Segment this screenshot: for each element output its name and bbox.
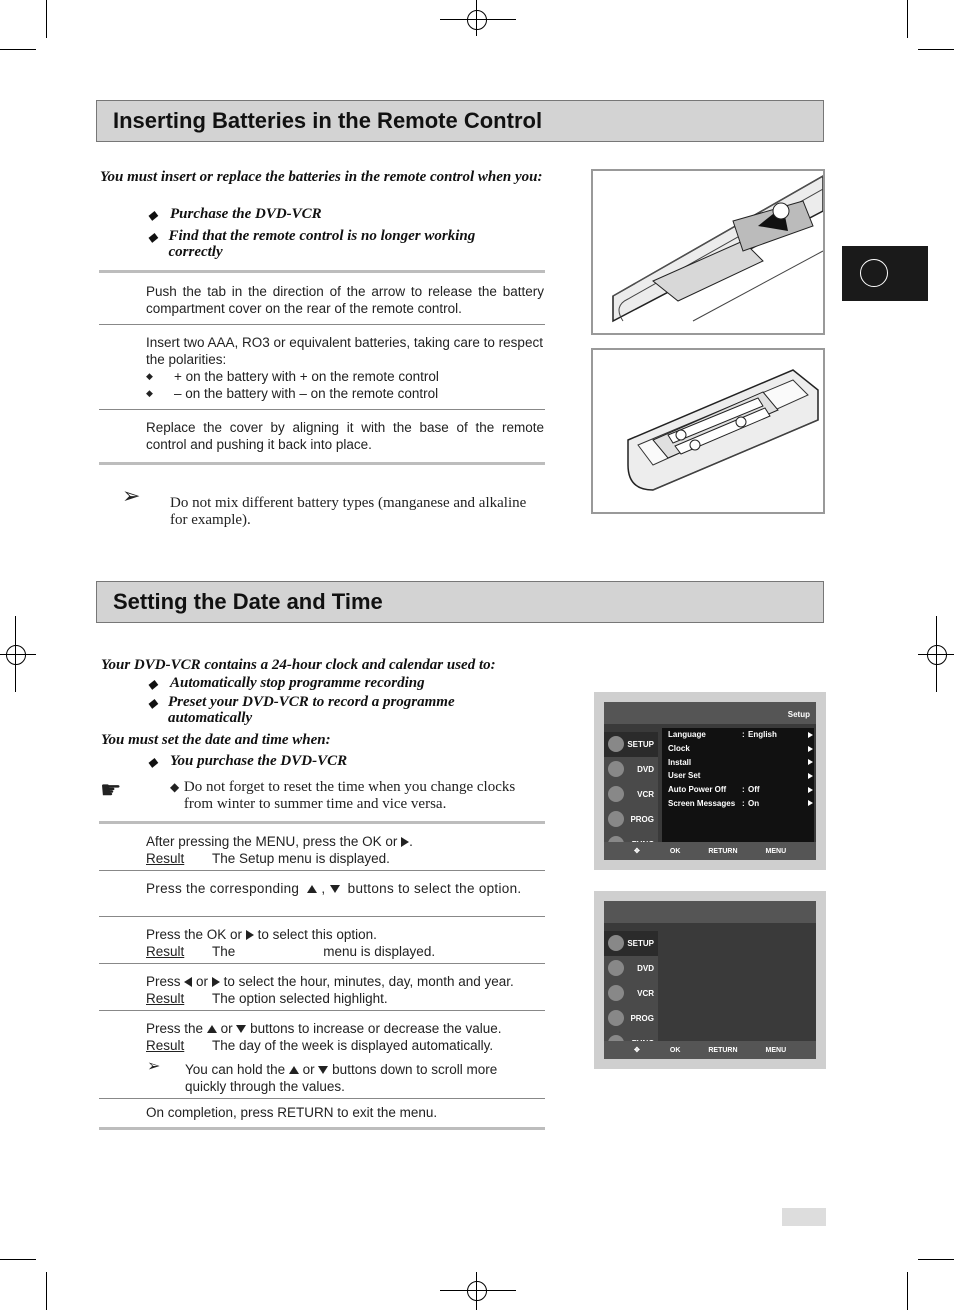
footer-label: MENU — [765, 1046, 787, 1054]
crop-mark — [907, 0, 908, 38]
tip-text-part: buttons down to scroll more quickly through the values. — [185, 1062, 498, 1094]
result-text: menu is displayed. — [323, 944, 436, 959]
list-item-label: Purchase the DVD-VCR — [170, 206, 322, 222]
polarity-label: + on the battery with + on the remote control — [174, 369, 439, 384]
registration-mark — [927, 645, 947, 665]
result-label: Result — [146, 1038, 185, 1053]
page-number-box — [782, 1208, 826, 1226]
tip-text-part: or — [302, 1062, 315, 1077]
list-item-label: Find that the remote control is no longer working correctly — [168, 228, 476, 260]
tip-text — [185, 1061, 525, 1095]
screen-menu-label: DVD — [637, 963, 654, 973]
crop-mark — [907, 1272, 908, 1310]
registration-line — [476, 1272, 477, 1310]
diamond-icon: ◆ — [146, 388, 153, 398]
screen-option-row — [662, 769, 814, 783]
diamond-icon: ◆ — [170, 780, 180, 794]
language-tab — [842, 246, 928, 301]
diamond-icon: ◆ — [148, 696, 158, 710]
option-sep: : — [742, 798, 745, 808]
screen-menu-dvd — [604, 956, 658, 981]
step-text: On completion, press RETURN to exit the menu. — [146, 1105, 438, 1120]
option-key: Clock — [668, 744, 690, 754]
gear-icon — [608, 935, 624, 951]
step-text-part: buttons to increase or decrease the value. — [250, 1021, 502, 1036]
screen-menu-label: PROG — [630, 814, 654, 824]
crop-mark — [0, 49, 36, 50]
setup-menu-screenshot — [594, 692, 826, 870]
intro-text: Your DVD-VCR contains a 24-hour clock and calendar used to: — [101, 657, 496, 673]
right-arrow-icon — [246, 930, 254, 940]
screen-option-row — [662, 742, 814, 756]
step-text-part: to select the hour, minutes, day, month and year. — [223, 974, 514, 989]
up-arrow-icon — [289, 1066, 299, 1074]
screen-sidebar — [604, 732, 658, 857]
step-text — [146, 926, 544, 960]
screen-menu-prog — [604, 807, 658, 832]
note-text: Do not mix different battery types (manganese and alkaline for example). — [170, 495, 527, 528]
right-arrow-icon — [212, 977, 220, 987]
section-title: Inserting Batteries in the Remote Control — [113, 108, 543, 133]
result-text: The — [212, 944, 236, 959]
registration-line — [440, 1290, 516, 1291]
list-item — [148, 675, 528, 693]
result-text: The Setup menu is displayed. — [212, 851, 390, 866]
arrow-right-icon — [808, 746, 813, 752]
step-text-part: Press the — [146, 1021, 204, 1036]
list-item — [148, 228, 508, 260]
step-text-part: After pressing the MENU, press the OK or — [146, 834, 398, 849]
option-value: Off — [748, 785, 760, 795]
reminder-note — [170, 779, 530, 813]
step-text-part: Press the OK or — [146, 927, 243, 942]
remote-cover-drawing — [593, 171, 823, 333]
screen-menu-vcr — [604, 981, 658, 1006]
polarity-item — [146, 385, 438, 402]
list-item — [148, 753, 528, 771]
registration-line — [936, 616, 937, 692]
nav-pad-icon: ✥ — [634, 1047, 640, 1054]
down-arrow-icon — [330, 885, 340, 893]
registration-line — [440, 19, 516, 20]
arrow-right-icon — [808, 759, 813, 765]
screen-menu-vcr — [604, 782, 658, 807]
must-text: You must set the date and time when: — [101, 732, 331, 748]
step-text-part: or — [220, 1021, 233, 1036]
screen-menu-label: PROG — [630, 1013, 654, 1023]
left-arrow-icon — [184, 977, 192, 987]
intro-text: You must insert or replace the batteries in the remote control when you: — [100, 169, 543, 185]
result-text: The day of the week is displayed automatically. — [212, 1038, 494, 1053]
result-label: Result — [146, 991, 185, 1006]
registration-line — [15, 616, 16, 692]
diamond-icon: ◆ — [146, 371, 153, 381]
screen-option-row — [662, 728, 814, 742]
footer-label: MENU — [765, 847, 787, 855]
footer-label: RETURN — [708, 1046, 738, 1054]
divider — [99, 821, 545, 824]
registration-mark — [6, 645, 26, 665]
crop-mark — [918, 1259, 954, 1260]
language-tab-circle — [860, 259, 888, 287]
footer-label: RETURN — [708, 847, 738, 855]
divider — [99, 409, 545, 410]
footer-label: OK — [669, 1046, 681, 1054]
screen-menu-setup — [604, 931, 658, 956]
step-text-part: . — [409, 834, 413, 849]
divider — [99, 916, 545, 917]
divider — [99, 270, 545, 273]
step-text — [146, 833, 544, 867]
option-value: English — [748, 730, 777, 740]
disc-icon — [608, 960, 624, 976]
down-arrow-icon — [318, 1066, 328, 1074]
clock-icon — [608, 1010, 624, 1026]
crop-mark — [918, 49, 954, 50]
registration-line — [0, 654, 36, 655]
clock-icon — [608, 811, 624, 827]
screen-menu-prog — [604, 1006, 658, 1031]
arrow-right-icon — [808, 773, 813, 779]
step-text: Replace the cover by aligning it with the base of the remote control and pushing it back into place. — [146, 420, 544, 452]
up-arrow-icon — [207, 1025, 217, 1033]
divider — [99, 324, 545, 325]
tape-icon — [608, 985, 624, 1001]
option-key: Install — [668, 757, 692, 767]
step-text: Push the tab in the direction of the arrow to release the battery compartment cover on the rear of the remote control. — [146, 284, 544, 316]
step-text-part: to select this option. — [257, 927, 377, 942]
step-text — [146, 973, 544, 1007]
step-text-part: buttons to select the option. — [347, 881, 522, 896]
diamond-icon: ◆ — [148, 755, 158, 769]
up-arrow-icon — [307, 885, 317, 893]
section-header — [96, 100, 824, 142]
screen-options — [662, 728, 814, 848]
result-label: Result — [146, 851, 185, 866]
result-label: Result — [146, 944, 185, 959]
down-arrow-icon — [236, 1025, 246, 1033]
section-header — [96, 581, 824, 623]
divider — [99, 1127, 545, 1130]
registration-mark — [467, 1281, 487, 1301]
list-item — [148, 206, 528, 224]
list-item-label: Preset your DVD-VCR to record a programme automatically — [167, 694, 455, 726]
diamond-icon: ◆ — [148, 677, 158, 691]
note-arrow-icon: ➢ — [122, 483, 141, 508]
option-key: Screen Messages — [668, 798, 736, 808]
clock-menu-screenshot — [594, 891, 826, 1069]
step-text-part: or — [196, 974, 209, 989]
screen-menu-label: SETUP — [627, 739, 654, 749]
divider — [99, 963, 545, 964]
pointing-hand-icon: ☛ — [100, 777, 122, 804]
crop-mark — [0, 1259, 36, 1260]
screen-option-row — [662, 755, 814, 769]
screen-title: Setup — [787, 710, 810, 719]
polarity-label: – on the battery with – on the remote control — [174, 386, 439, 401]
tape-icon — [608, 786, 624, 802]
polarity-item — [146, 368, 439, 385]
screen-inner — [604, 702, 816, 860]
arrow-right-icon — [808, 787, 813, 793]
screen-menu-label: VCR — [637, 988, 654, 998]
screen-inner — [604, 901, 816, 1059]
gear-icon — [608, 736, 624, 752]
screen-title-bar — [604, 702, 816, 724]
arrow-right-icon — [808, 732, 813, 738]
step-text-part: Press the corresponding — [146, 881, 300, 896]
divider — [99, 870, 545, 871]
divider — [99, 1010, 545, 1011]
remote-cover-illustration — [591, 169, 825, 335]
divider — [99, 462, 545, 465]
step-text-part: , — [321, 881, 326, 896]
note-arrow-icon: ➢ — [147, 1058, 161, 1075]
screen-footer — [604, 842, 816, 860]
disc-icon — [608, 761, 624, 777]
step-text — [146, 1020, 544, 1054]
step-text: Insert two AAA, RO3 or equivalent batteries, taking care to respect the polarities: — [146, 335, 543, 367]
footer-label: OK — [669, 847, 681, 855]
option-key: User Set — [668, 771, 701, 781]
arrow-right-icon — [808, 800, 813, 806]
screen-sidebar — [604, 931, 658, 1056]
diamond-icon: ◆ — [148, 230, 158, 244]
screen-menu-label: SETUP — [627, 938, 654, 948]
option-value: On — [748, 798, 760, 808]
screen-menu-label: VCR — [637, 789, 654, 799]
remote-batteries-illustration — [591, 348, 825, 514]
option-key: Language — [668, 730, 706, 740]
screen-option-row — [662, 796, 814, 810]
section-title: Setting the Date and Time — [113, 589, 383, 614]
screen-footer — [604, 1041, 816, 1059]
screen-menu-dvd — [604, 757, 658, 782]
crop-mark — [46, 1272, 47, 1310]
option-sep: : — [742, 730, 745, 740]
list-item-label: Automatically stop programme recording — [170, 675, 425, 691]
option-sep: : — [742, 785, 745, 795]
nav-pad-icon: ✥ — [634, 848, 640, 855]
screen-option-row — [662, 783, 814, 797]
screen-menu-label: DVD — [637, 764, 654, 774]
step-text — [146, 880, 544, 897]
screen-title-bar — [604, 901, 816, 923]
tip-text-part: You can hold the — [185, 1062, 286, 1077]
result-text: The option selected highlight. — [212, 991, 388, 1006]
screen-menu-setup — [604, 732, 658, 757]
right-arrow-icon — [401, 837, 409, 847]
reminder-text: Do not forget to reset the time when you change clocks from winter to summer time and vice versa. — [183, 779, 516, 812]
diamond-icon: ◆ — [148, 208, 158, 222]
step-text-part: Press — [146, 974, 181, 989]
list-item — [148, 694, 508, 726]
divider — [99, 1098, 545, 1099]
crop-mark — [46, 0, 47, 38]
registration-mark — [467, 10, 487, 30]
remote-batteries-drawing — [593, 350, 823, 512]
registration-line — [476, 0, 477, 36]
list-item-label: You purchase the DVD-VCR — [170, 753, 348, 769]
option-key: Auto Power Off — [668, 785, 727, 795]
